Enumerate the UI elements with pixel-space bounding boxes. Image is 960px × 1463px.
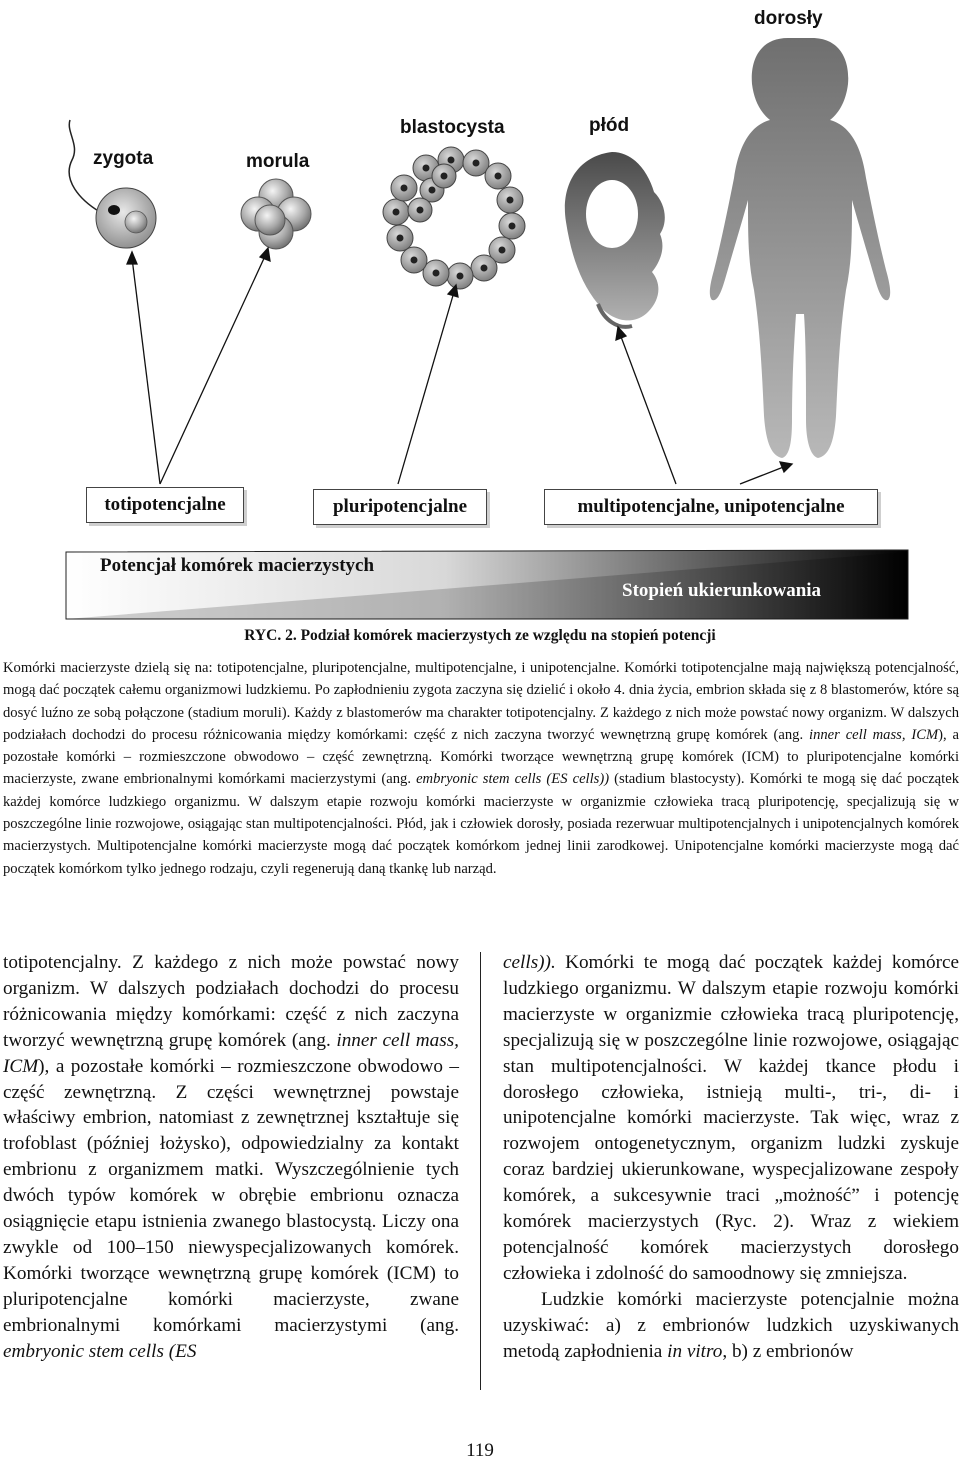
stage-label-adult: dorosły [754, 8, 823, 29]
stage-label-zygote: zygota [93, 148, 154, 169]
right-em-invitro: in vitro [667, 1340, 723, 1362]
description-em-icm: inner cell mass, ICM [809, 726, 939, 743]
description-em-es: embryonic stem cells (ES cells)) [416, 771, 610, 788]
potential-label: Potencjał komórek macierzystych [100, 555, 375, 576]
description-text-1: Komórki macierzyste dzielą się na: totipotencjalne, pluripotencjalne, multipotencjalne, i unipotencjalne. Komórki totipotencjalne mają największą potencjalność, mogą dać początek całemu organizmowi ludzkiemu. Po zapłodnieniu zygota zaczyna się dzielić i około 4. dnia życia, embrion składa się z 8 blastomerów, które są dosyć luźno ze sobą połączone (stadium moruli). Każdy z blastomerów ma charakter totipotencjalny. Z każdego z nich może powstać nowy organizm. W dalszych podziałach dochodzi do procesu różnicowania między komórkami: część z nich zaczyna tworzyć wewnętrzną grupę komórek (ang. [3, 660, 959, 743]
right-text-2: Ludzkie komórki macierzyste potencjalnie można uzyskiwać: a) z embrionów ludzkich uzyskiwanych metodą zapłodnienia [503, 1288, 959, 1362]
figure-description [3, 657, 959, 880]
blastocyst-illustration [383, 147, 525, 289]
description-text-3: (stadium blastocysty). Komórki te mogą się dać początek każdej komórce ludzkiego organizmu. W dalszym etapie rozwoju komórki macierzyste w organizmie człowieka tracą pluripotencję, specjalizują się w poszczególne linie rozwojowe, osiągając stan multipotencjalności. Płód, jak i człowiek dorosły, posiada rezerwuar multipotencjalnych i unipotencjalnych komórek macierzystych. Multipotencjalne komórki macierzyste mogą dać początek komórkom jednej linii zarodkowej. Unipotencjalne komórki macierzyste mogą dać początek komórkom tylko jednego rodzaju, czyli regenerują daną tkankę lub narząd. [3, 771, 959, 877]
stage-label-fetus: płód [589, 115, 630, 136]
right-text-1: Komórki te mogą dać początek każdej komórce ludzkiego organizmu. W dalszym etapie rozwoju komórki macierzyste w organizmie człowieka tracą pluripotencję, specjalizują się w poszczególne linie rozwojowe, osiągając stan multipotencjalności. W każdej tkance płodu i dorosłego człowieka, istnieją multi-, tri-, di- i unipotencjalne komórki macierzyste. Tak więc, wraz z rozwojem ontogenetycznym, organizm ludzki zyskuje coraz bardziej ukierunkowane, wyspecjalizowane zespoły komórek, a sukcesywnie traci „możność” i potencję komórek macierzystych (Ryc. 2). Wraz z wiekiem potencjalność komórek macierzystych dorosłego człowieka i zdolność do samoodnowy się zmniejsza. [503, 952, 959, 1284]
figure-illustration [0, 0, 960, 625]
fetus-illustration [565, 152, 665, 327]
totipotent-box: totipotencjalne [86, 487, 244, 523]
column-divider [480, 952, 481, 1390]
left-em-icm: inner cell mass, ICM [3, 1029, 459, 1077]
left-column [3, 950, 459, 1365]
pluripotent-box: pluripotencjalne [313, 489, 487, 525]
figure-caption: RYC. 2. Podział komórek macierzystych ze względu na stopień potencji [244, 627, 716, 644]
right-em-cells: cells)). [503, 952, 556, 973]
commitment-label: Stopień ukierunkowania [622, 580, 822, 601]
stage-label-morula: morula [246, 151, 310, 172]
left-em-es: embryonic stem cells (ES [3, 1340, 197, 1362]
adult-illustration [710, 38, 890, 458]
stage-label-blastocyst: blastocysta [400, 117, 505, 138]
left-text-1: totipotencjalny. Z każdego z nich może powstać nowy organizm. W dalszych podziałach dochodzi do procesu różnicowania między komórkami: część z nich zaczyna tworzyć wewnętrzną grupę komórek (ang. [3, 952, 459, 1051]
right-text-3: , b) z embrionów [722, 1340, 854, 1362]
multipotent-box: multipotencjalne, unipotencjalne [544, 489, 878, 525]
right-column [503, 950, 959, 1365]
stem-cell-potency-figure [0, 0, 960, 625]
description-text-2: ), a pozostałe komórki – rozmieszczone obwodowo – część zewnętrzną. Komórki tworzące wewnętrzną grupę komórek (ICM) to pluripotencjalne komórki macierzyste, zwane embrionalnymi komórkami macierzystymi (ang. [3, 726, 959, 788]
zygote-illustration [69, 120, 156, 248]
morula-illustration [241, 179, 311, 249]
left-text-2: ), a pozostałe komórki – rozmieszczone obwodowo – część zewnętrzną. Z części wewnętrznej powstaje właściwy embrion, natomiast z zewnętrznej kształtuje się trofoblast (później łożysko), odpowiedzialny za kontakt embrionu z organizmem matki. Wyszczególnienie tych dwóch typów komórek w obrębie embrionu oznacza osiągnięcie etapu istnienia zwanego blastocystą. Liczy ona zwykle od 100–150 niewyspecjalizowanych komórek. Komórki tworzące wewnętrzną grupę komórek (ICM) to pluripotencjalne komórki macierzyste, zwane embrionalnymi komórkami macierzystymi (ang. [3, 1055, 459, 1336]
page-number: 119 [466, 1440, 494, 1461]
